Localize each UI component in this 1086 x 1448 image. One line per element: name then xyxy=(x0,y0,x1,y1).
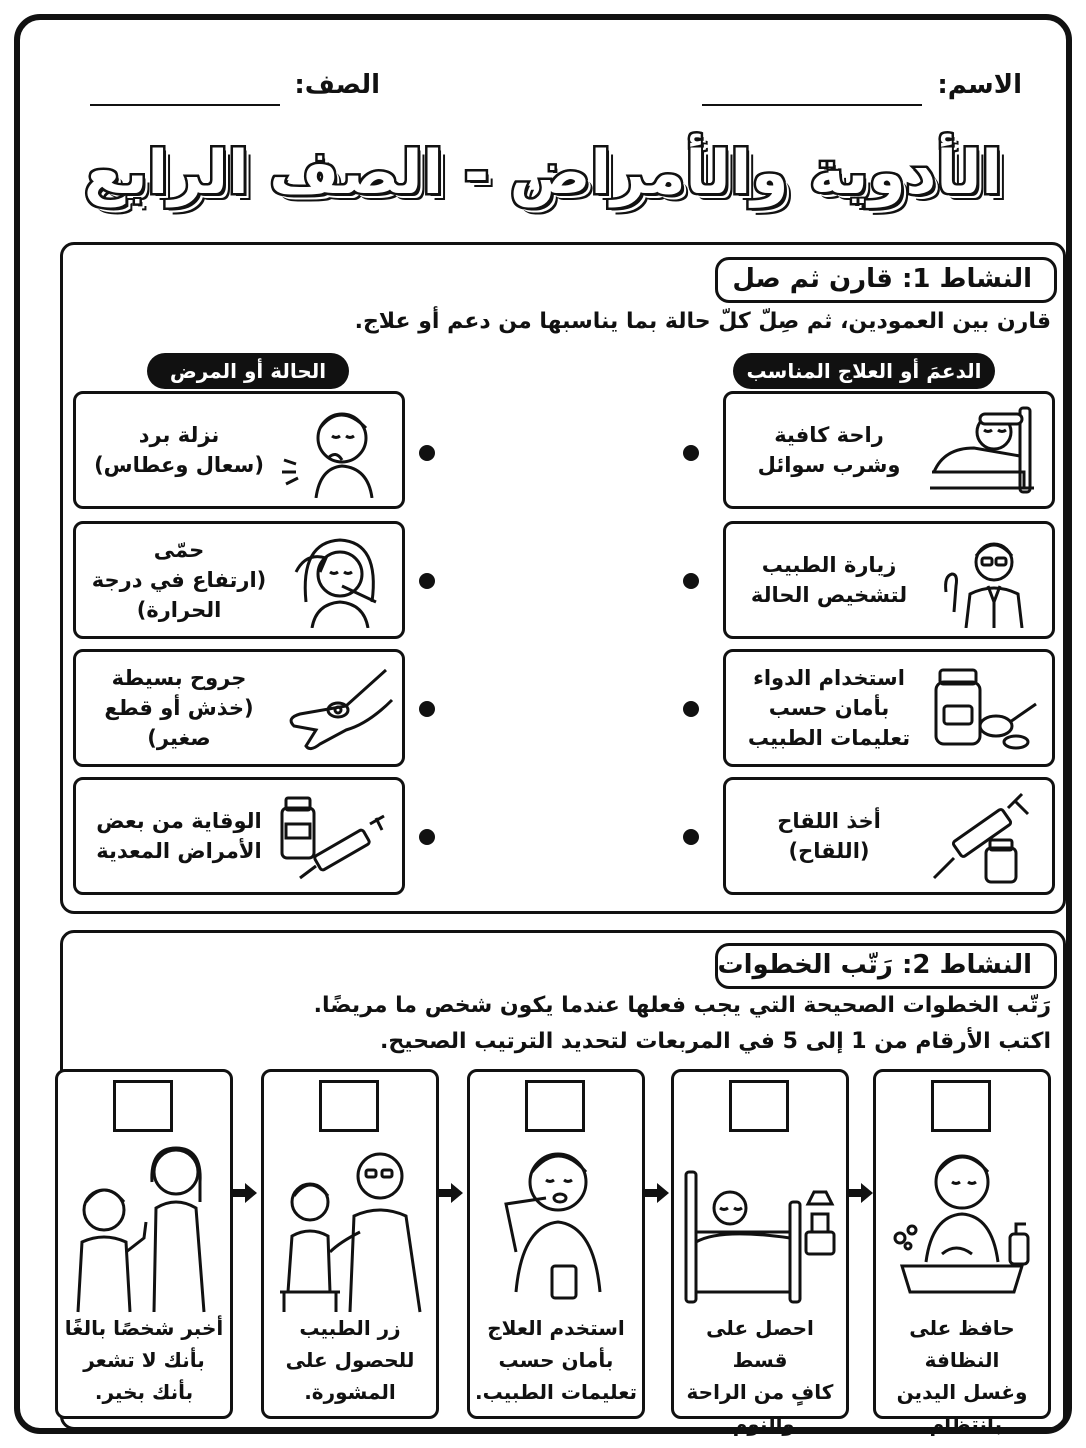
syringe-vial-icon xyxy=(924,788,1044,884)
support-text: راحة كافية وشرب سوائل xyxy=(757,423,901,477)
condition-card xyxy=(73,649,405,767)
class-label: الصف: xyxy=(294,70,380,100)
match-dot-support-4[interactable] xyxy=(683,829,699,845)
step-text: زر الطبيب للحصول على المشورة. xyxy=(285,1316,415,1404)
step-card xyxy=(467,1069,645,1419)
column-head-support: الدعمَ أو العلاج المناسب xyxy=(733,353,995,389)
condition-text: جروح بسيطة (خذش أو قطع صغير) xyxy=(104,666,254,750)
worksheet xyxy=(14,14,1072,1434)
taking-medicine-scene xyxy=(476,1142,636,1314)
step-card xyxy=(261,1069,439,1419)
activity-2-panel xyxy=(60,930,1066,1436)
activity-1-panel xyxy=(60,242,1066,914)
vaccine-icon xyxy=(276,788,396,884)
match-dot-support-3[interactable] xyxy=(683,701,699,717)
match-dot-condition-1[interactable] xyxy=(419,445,435,461)
step-text: استخدم العلاج بأمان حسب تعليمات الطبيب. xyxy=(474,1316,638,1404)
condition-card xyxy=(73,391,405,509)
order-box[interactable] xyxy=(113,1080,173,1132)
order-box[interactable] xyxy=(525,1080,585,1132)
page-title: الأدوية والأمراض - الصف الرابع xyxy=(84,138,1002,208)
condition-text: الوقاية من بعض الأمراض المعدية xyxy=(96,809,262,863)
step-text: أخبر شخصًا بالغًا بأنك لا تشعر بأنك بخير. xyxy=(64,1316,224,1404)
support-card xyxy=(723,649,1055,767)
arrow-icon xyxy=(439,1183,463,1203)
order-box[interactable] xyxy=(729,1080,789,1132)
tell-adult-scene xyxy=(64,1142,224,1314)
activity-1-heading: النشاط 1: قارن ثم صل xyxy=(715,257,1057,303)
handwashing-scene xyxy=(882,1142,1042,1314)
name-input-line[interactable] xyxy=(702,104,922,106)
column-head-condition: الحالة أو المرض xyxy=(147,353,349,389)
support-text: زيارة الطبيب لتشخيص الحالة xyxy=(750,553,908,607)
medicine-bottle-spoon-icon xyxy=(924,660,1044,756)
match-dot-support-1[interactable] xyxy=(683,445,699,461)
support-text: استخدام الدواء بأمان حسب تعليمات الطبيب xyxy=(747,666,911,750)
feverish-girl-icon xyxy=(276,532,396,628)
activity-1-instruction: قارن بين العمودين، ثم صِلّ كلّ حالة بما يناسبها من دعم أو علاج. xyxy=(354,309,1051,334)
match-dot-support-2[interactable] xyxy=(683,573,699,589)
step-text: احصل على قسط كافٍ من الراحة والنوم. xyxy=(686,1316,834,1436)
match-dot-condition-4[interactable] xyxy=(419,829,435,845)
wounded-hand-icon xyxy=(276,660,396,756)
support-text: أخذ اللقاح (اللقاح) xyxy=(777,809,881,863)
match-dot-condition-2[interactable] xyxy=(419,573,435,589)
arrow-icon xyxy=(233,1183,257,1203)
activity-2-heading: النشاط 2: رَتّب الخطوات xyxy=(715,943,1057,989)
arrow-icon xyxy=(849,1183,873,1203)
class-input-line[interactable] xyxy=(90,104,280,106)
doctor-icon xyxy=(926,532,1046,628)
support-card xyxy=(723,521,1055,639)
activity-2-instruction-2: اكتب الأرقام من 1 إلى 5 في المربعات لتحديد الترتيب الصحيح. xyxy=(380,1029,1051,1054)
arrow-icon xyxy=(645,1183,669,1203)
support-card xyxy=(723,391,1055,509)
condition-card xyxy=(73,521,405,639)
condition-text: نزلة برد (سعال وعطاس) xyxy=(94,423,264,477)
support-card xyxy=(723,777,1055,895)
order-box[interactable] xyxy=(931,1080,991,1132)
resting-in-bed-scene xyxy=(680,1142,840,1314)
coughing-child-icon xyxy=(276,402,396,498)
activity-2-instruction-1: رَتّب الخطوات الصحيحة التي يجب فعلها عندما يكون شخص ما مريضًا. xyxy=(313,993,1051,1018)
step-card xyxy=(873,1069,1051,1436)
step-card xyxy=(671,1069,849,1436)
step-card xyxy=(55,1069,233,1419)
condition-card xyxy=(73,777,405,895)
doctor-visit-scene xyxy=(270,1142,430,1314)
name-label: الاسم: xyxy=(937,70,1022,100)
sleeping-child-icon xyxy=(924,402,1044,498)
step-text: حافظ على النظافة وغسل اليدين بانتظام. xyxy=(896,1316,1028,1436)
condition-text: حمّى (ارتفاع في درجة الحرارة) xyxy=(91,538,267,622)
order-box[interactable] xyxy=(319,1080,379,1132)
match-dot-condition-3[interactable] xyxy=(419,701,435,717)
